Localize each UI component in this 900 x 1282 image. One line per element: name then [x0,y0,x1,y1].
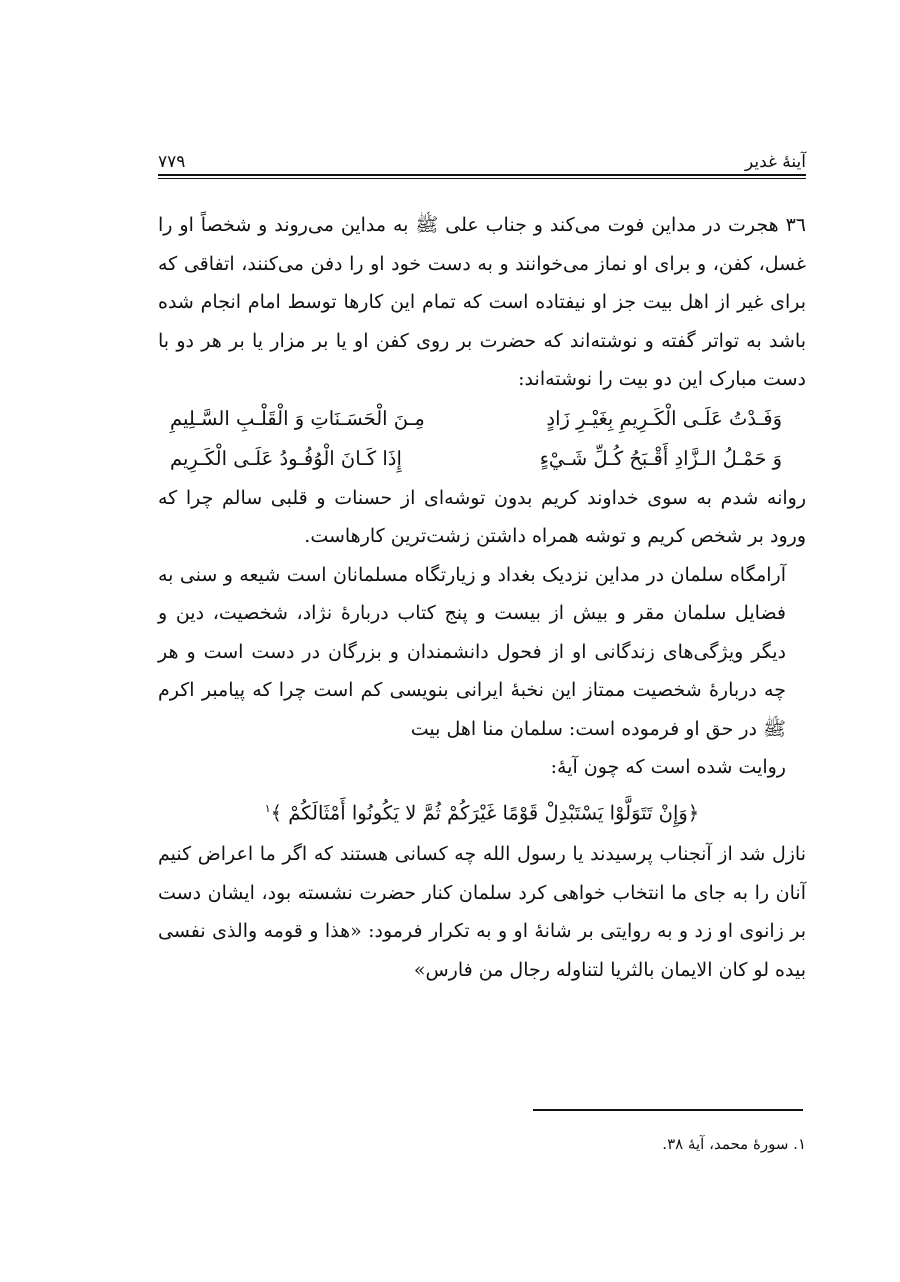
poem-line [158,439,806,479]
paragraph: روانه شدم به سوی خداوند کریم بدون توشه‌ای از حسنات و قلبی سالم چرا که ورود بر شخص کریم و توشه همراه داشتن زشت‌ترین کارهاست. [158,486,806,547]
poem-line [158,399,806,439]
footnote-rule [533,1109,803,1111]
page-number: ۷۷۹ [158,152,186,172]
paragraph: نازل شد از آنجناب پرسیدند یا رسول الله چه کسانی هستند که اگر ما اعراض کنیم آنان را به جای ما انتخاب خواهی کرد سلمان کنار حضرت نشسته بود، ایشان دست بر زانوی او زد و به روایتی بر شانهٔ او و به تکرار فرمود: «هذا و قومه والذی نفسی بیده لو کان الایمان بالثریا لتناوله رجال من فارس» [158,843,806,981]
verse-text: ﴿وَإِنْ تَتَوَلَّوْا يَسْتَبْدِلْ قَوْمًا غَيْرَكُمْ ثُمَّ لا يَكُونُوا أَمْثَالَكُمْ ﴾ [270,801,700,824]
poem-hemistich: وَفَـدْتُ عَلَـى الْكَـرِيمِ بِغَيْـرِ زَادٍ [546,406,782,430]
running-title: آینهٔ غدیر [744,152,806,172]
quran-verse [158,787,806,836]
poem [158,399,806,479]
page-header [158,146,806,172]
paragraph: ٣٦ هجرت در مداین فوت می‌کند و جناب علی ﷺ به مداین می‌روند و شخصاً او را غسل، کفن، و برای او نماز می‌خوانند و به دست خود او را دفن می‌کنند، اتفاقی که برای غیر از اهل بیت جز او نیفتاده است که تمام این کارها توسط امام انجام شده باشد به تواتر گفته و نوشته‌اند که حضرت بر روی کفن او یا بر مزار یا بر هر دو با دست مبارک این دو بیت را نوشته‌اند: [158,214,806,390]
paragraph: روایت شده است که چون آیهٔ: [550,756,786,778]
main-text [158,206,806,989]
poem-hemistich: مِـنَ الْحَسَـنَاتِ وَ الْقَلْـبِ السَّـلِيمِ [170,406,425,430]
footnote-marker: ١ [264,801,271,815]
poem-hemistich: وَ حَمْـلُ الـزَّادِ أَقْـبَحُ كُـلِّ شَـيْءٍ [539,446,782,470]
header-rule-thin [158,178,806,179]
poem-hemistich: إِذَا كَـانَ الْوُفُـودُ عَلَـى الْكَـرِيم [170,446,402,470]
header-rule-thick [158,174,806,176]
footnote: ١. سورهٔ محمد، آیهٔ ٣٨. [662,1135,806,1153]
paragraph: آرامگاه سلمان در مداین نزدیک بغداد و زیارتگاه مسلمانان است شیعه و سنی به فضایل سلمان مقر و بیش از بیست و پنج کتاب دربارهٔ نژاد، شخصیت، دین و دیگر ویژگی‌های زندگانی او از فحول دانشمندان و بزرگان در دست است و هر چه دربارهٔ شخصیت ممتاز این نخبهٔ ایرانی بنویسی کم است چرا که پیامبر اکرم ﷺ در حق او فرموده است: سلمان منا اهل بیت [158,563,786,740]
